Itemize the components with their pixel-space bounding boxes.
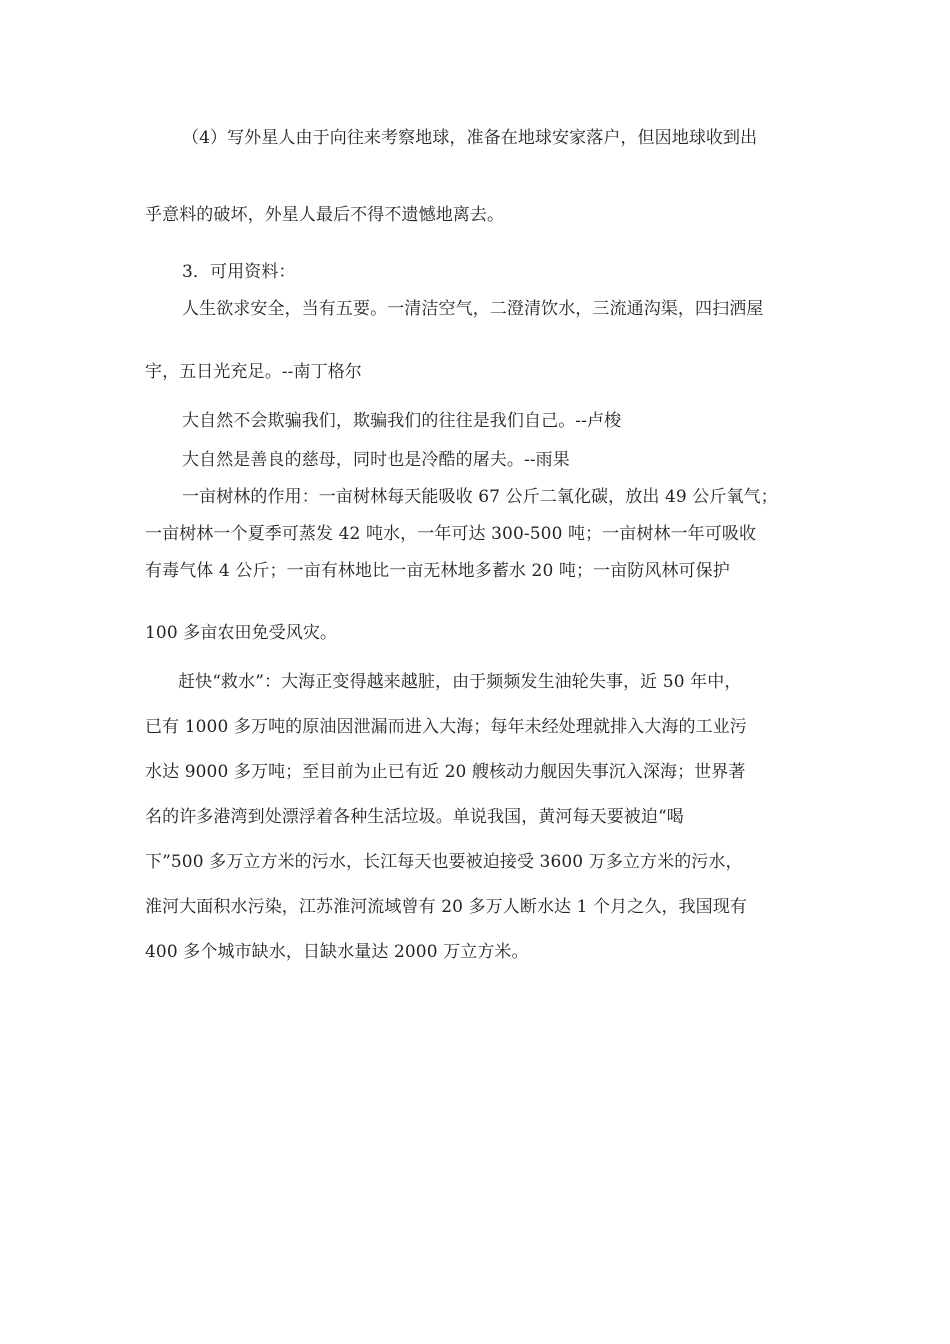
- paragraph-line: 水达 9000 多万吨；至目前为止已有近 20 艘核动力舰因失事沉入深海；世界著: [145, 762, 746, 782]
- paragraph-line: 一亩树林一个夏季可蒸发 42 吨水，一年可达 300-500 吨；一亩树林一年可吸收: [145, 524, 757, 544]
- paragraph-line: 乎意料的破坏，外星人最后不得不遗憾地离去。: [145, 205, 505, 225]
- paragraph-line: 一亩树林的作用：一亩树林每天能吸收 67 公斤二氧化碳，放出 49 公斤氧气；: [182, 487, 778, 507]
- paragraph-line: 名的许多港湾到处漂浮着各种生活垃圾。单说我国，黄河每天要被迫“喝: [145, 807, 684, 827]
- paragraph-line: 有毒气体 4 公斤；一亩有林地比一亩无林地多蓄水 20 吨；一亩防风林可保护: [145, 561, 730, 581]
- paragraph-line: 100 多亩农田免受风灾。: [145, 623, 338, 643]
- paragraph-line: 400 多个城市缺水，日缺水量达 2000 万立方米。: [145, 942, 529, 962]
- quote-line: 人生欲求安全，当有五要。一清洁空气，二澄清饮水，三流通沟渠，四扫洒屋: [182, 299, 764, 319]
- section-heading: 3．可用资料：: [182, 262, 296, 282]
- paragraph-line: （4）写外星人由于向往来考察地球，准备在地球安家落户，但因地球收到出: [182, 128, 758, 148]
- paragraph-line: 已有 1000 多万吨的原油因泄漏而进入大海；每年未经处理就排入大海的工业污: [145, 717, 747, 737]
- paragraph-line: 下”500 多万立方米的污水，长江每天也要被迫接受 3600 万多立方米的污水，: [145, 852, 743, 872]
- quote-line: 大自然不会欺骗我们，欺骗我们的往往是我们自己。--卢梭: [182, 411, 622, 431]
- paragraph-line: 赶快“救水”：大海正变得越来越脏，由于频频发生油轮失事，近 50 年中，: [178, 672, 742, 692]
- quote-line: 大自然是善良的慈母，同时也是冷酷的屠夫。--雨果: [182, 450, 570, 470]
- quote-line: 宇，五日光充足。--南丁格尔: [145, 362, 362, 382]
- paragraph-line: 淮河大面积水污染，江苏淮河流域曾有 20 多万人断水达 1 个月之久，我国现有: [145, 897, 747, 917]
